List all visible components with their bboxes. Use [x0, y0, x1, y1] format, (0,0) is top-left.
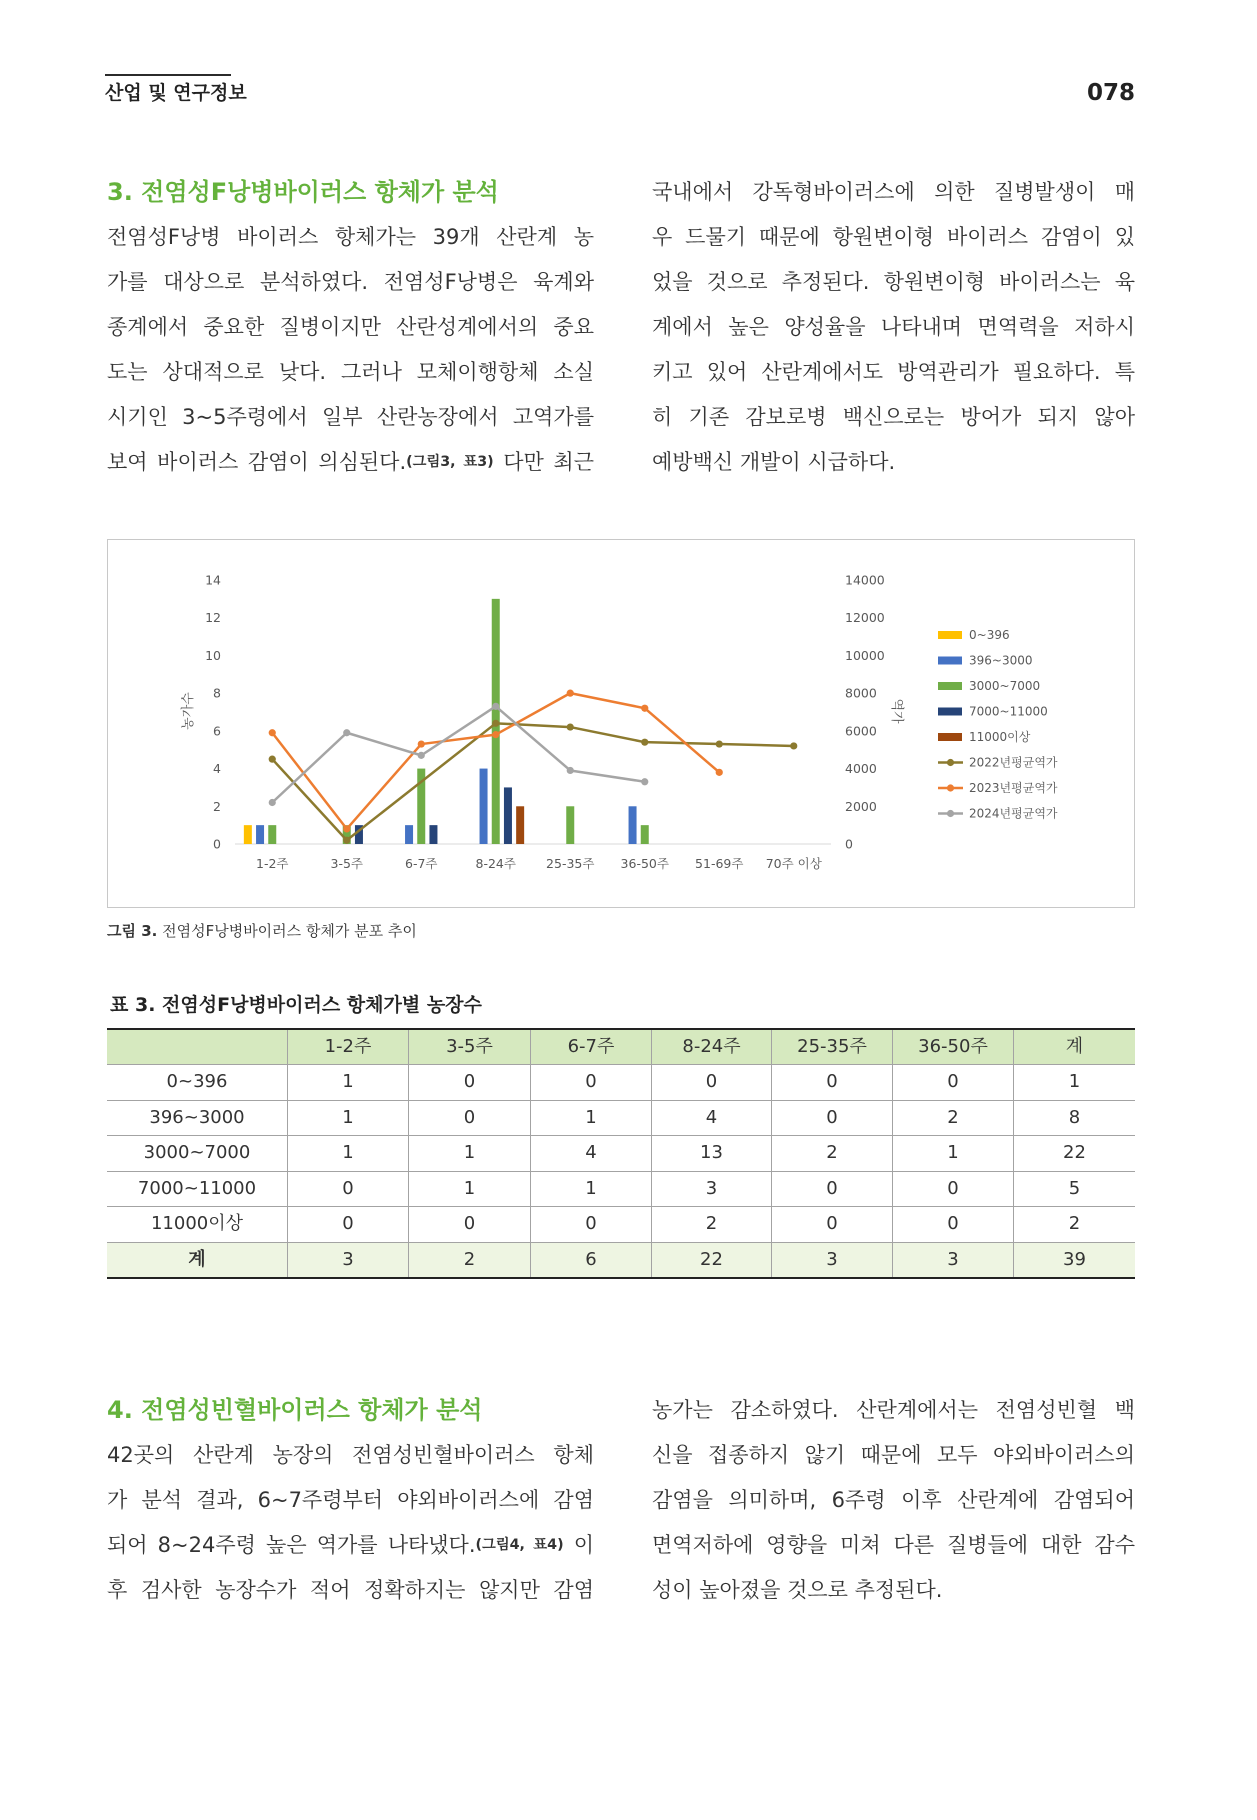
table-cell: 2 — [652, 1207, 772, 1243]
y2-tick-label: 6000 — [845, 723, 877, 739]
y2-tick-label: 10000 — [845, 647, 885, 663]
line-marker — [269, 729, 276, 736]
total-cell: 3 — [288, 1242, 409, 1278]
bar-series-2 — [480, 769, 488, 844]
table-row — [107, 1136, 1135, 1172]
y-tick-label: 14 — [205, 572, 221, 588]
y2-tick-label: 2000 — [845, 798, 877, 814]
bar-series-4 — [429, 825, 437, 844]
row-label: 3000~7000 — [107, 1136, 288, 1172]
table-cell: 13 — [652, 1136, 772, 1172]
line-marker — [343, 837, 350, 844]
y2-tick-label: 8000 — [845, 685, 877, 701]
table-cell: 0 — [288, 1171, 409, 1207]
line-marker — [492, 720, 499, 727]
line-marker — [567, 690, 574, 697]
page-number: 078 — [1086, 80, 1135, 106]
x-tick-label: 3-5주 — [330, 856, 363, 871]
row-label: 7000~11000 — [107, 1171, 288, 1207]
body-text-line: 가 분석 결과, 6~7주령부터 야외바이러스에 감염 — [107, 1488, 594, 1512]
table-cell: 0 — [531, 1065, 652, 1101]
legend-label: 0~396 — [969, 628, 1010, 643]
table-cell: 0 — [652, 1065, 772, 1101]
table-cell: 1 — [288, 1136, 409, 1172]
table-cell: 2 — [772, 1136, 893, 1172]
y2-tick-label: 12000 — [845, 610, 885, 626]
legend-marker — [947, 759, 954, 766]
body-text-line: 면역저하에 영향을 미쳐 다른 질병들에 대한 감수 — [652, 1533, 1135, 1557]
total-cell: 22 — [652, 1242, 772, 1278]
table-cell: 8 — [1014, 1100, 1136, 1136]
body-text-line: 전염성F낭병 바이러스 항체가는 39개 산란계 농 — [107, 225, 594, 249]
bar-series-2 — [405, 825, 413, 844]
legend-label: 7000~11000 — [969, 704, 1048, 719]
y-tick-label: 2 — [213, 798, 221, 814]
table-cell: 0 — [893, 1171, 1014, 1207]
body-text-line: 히 기존 감보로병 백신으로는 방어가 되지 않아 — [652, 405, 1135, 429]
row-label: 0~396 — [107, 1065, 288, 1101]
table-row — [107, 1100, 1135, 1136]
legend-swatch — [938, 657, 962, 665]
line-marker — [790, 742, 797, 749]
table-cell: 0 — [409, 1100, 531, 1136]
table3 — [107, 1028, 1135, 1279]
line-marker — [343, 729, 350, 736]
table-cell: 2 — [1014, 1207, 1136, 1243]
total-cell: 2 — [409, 1242, 531, 1278]
section3-right-column — [652, 170, 1135, 485]
bar-series-3 — [641, 825, 649, 844]
body-text-line: 종계에서 중요한 질병이지만 산란성계에서의 중요 — [107, 315, 594, 339]
table-cell: 1 — [531, 1171, 652, 1207]
body-text-line: 시기인 3~5주령에서 일부 산란농장에서 고역가를 — [107, 405, 594, 429]
table-cell: 4 — [531, 1136, 652, 1172]
figure-caption-text: 전염성F낭병바이러스 항체가 분포 추이 — [157, 922, 417, 940]
table-cell: 1 — [288, 1065, 409, 1101]
column-header: 1-2주 — [288, 1029, 409, 1065]
x-tick-label: 6-7주 — [405, 856, 438, 871]
table-row — [107, 1207, 1135, 1243]
table-cell: 0 — [772, 1207, 893, 1243]
figure-table-reference: (그림3, 표3) — [406, 454, 494, 471]
table-cell: 0 — [893, 1065, 1014, 1101]
body-text-line: 국내에서 강독형바이러스에 의한 질병발생이 매 — [652, 180, 1135, 204]
body-text-line: 후 검사한 농장수가 적어 정확하지는 않지만 감염 — [107, 1578, 594, 1602]
line-marker — [492, 703, 499, 710]
legend-label: 2024년평균역가 — [969, 806, 1058, 821]
body-text: 다만 최근 — [493, 450, 594, 474]
line-marker — [492, 731, 499, 738]
y-tick-label: 4 — [213, 761, 221, 777]
line-marker — [269, 756, 276, 763]
y2-tick-label: 4000 — [845, 761, 877, 777]
body-text-line: 성이 높아졌을 것으로 추정된다. — [652, 1578, 943, 1602]
figure-caption — [107, 920, 417, 942]
line-series-3 — [272, 706, 645, 802]
bar-series-3 — [268, 825, 276, 844]
x-tick-label: 1-2주 — [256, 856, 289, 871]
legend-swatch — [938, 682, 962, 690]
line-marker — [716, 740, 723, 747]
legend-label: 2023년평균역가 — [969, 781, 1058, 796]
body-text-line: 감염을 의미하며, 6주령 이후 산란계에 감염되어 — [652, 1488, 1135, 1512]
y-tick-label: 6 — [213, 723, 221, 739]
legend-label: 396~3000 — [969, 653, 1033, 668]
column-header: 36-50주 — [893, 1029, 1014, 1065]
line-marker — [716, 769, 723, 776]
figure3-chart — [108, 540, 1134, 907]
table-cell: 0 — [531, 1207, 652, 1243]
table-cell: 2 — [893, 1100, 1014, 1136]
y-axis-title: 농가수 — [181, 692, 196, 730]
table-title: 표 3. 전염성F낭병바이러스 항체가별 농장수 — [110, 994, 482, 1016]
column-header: 3-5주 — [409, 1029, 531, 1065]
y2-axis-title: 역가 — [889, 698, 904, 724]
line-marker — [343, 825, 350, 832]
body-text-line: 었을 것으로 추정된다. 항원변이형 바이러스는 육 — [652, 270, 1135, 294]
body-text-line — [107, 1523, 594, 1568]
section3-left-column — [107, 170, 594, 485]
line-marker — [641, 705, 648, 712]
y2-tick-label: 14000 — [845, 572, 885, 588]
legend-swatch — [938, 708, 962, 716]
y-tick-label: 0 — [213, 836, 221, 852]
table-cell: 1 — [409, 1171, 531, 1207]
line-marker — [641, 778, 648, 785]
table-cell: 0 — [772, 1171, 893, 1207]
figure-table-reference: (그림4, 표4) — [475, 1537, 564, 1554]
x-tick-label: 36-50주 — [620, 856, 669, 871]
body-text-line: 우 드물기 때문에 항원변이형 바이러스 감염이 있 — [652, 225, 1135, 249]
legend-label: 2022년평균역가 — [969, 755, 1058, 770]
table-cell: 0 — [409, 1065, 531, 1101]
body-text: 보여 바이러스 감염이 의심된다. — [107, 450, 407, 474]
legend-label: 11000이상 — [969, 730, 1031, 745]
body-text-line: 도는 상대적으로 낮다. 그러나 모체이행항체 소실 — [107, 360, 594, 384]
column-header-corner — [107, 1029, 288, 1065]
column-header: 8-24주 — [652, 1029, 772, 1065]
table-cell: 22 — [1014, 1136, 1136, 1172]
section-heading: 3. 전염성F낭병바이러스 항체가 분석 — [107, 178, 499, 206]
body-text-line: 키고 있어 산란계에서도 방역관리가 필요하다. 특 — [652, 360, 1135, 384]
bar-series-4 — [504, 787, 512, 844]
total-row-label: 계 — [107, 1242, 288, 1278]
table-cell: 1 — [288, 1100, 409, 1136]
body-text-line: 42곳의 산란계 농장의 전염성빈혈바이러스 항체 — [107, 1443, 594, 1467]
table-cell: 1 — [893, 1136, 1014, 1172]
column-header: 6-7주 — [531, 1029, 652, 1065]
total-cell: 3 — [893, 1242, 1014, 1278]
column-header: 25-35주 — [772, 1029, 893, 1065]
total-cell: 3 — [772, 1242, 893, 1278]
legend-swatch — [938, 631, 962, 639]
table-cell: 1 — [531, 1100, 652, 1136]
body-text-line: 예방백신 개발이 시급하다. — [652, 450, 896, 474]
table-cell: 0 — [409, 1207, 531, 1243]
figure-caption-label: 그림 3. — [107, 922, 158, 940]
body-text-line: 계에서 높은 양성율을 나타내며 면역력을 저하시 — [652, 315, 1135, 339]
table-header-row — [107, 1029, 1135, 1065]
table-cell: 3 — [652, 1171, 772, 1207]
body-text: 이 — [563, 1533, 594, 1557]
body-text: 되어 8~24주령 높은 역가를 나타냈다. — [107, 1533, 476, 1557]
row-label: 11000이상 — [107, 1207, 288, 1243]
total-cell: 6 — [531, 1242, 652, 1278]
line-marker — [567, 767, 574, 774]
header-rule — [105, 74, 231, 76]
table-header — [107, 1029, 1135, 1065]
table-cell: 1 — [409, 1136, 531, 1172]
section-heading: 4. 전염성빈혈바이러스 항체가 분석 — [107, 1396, 483, 1424]
bar-series-1 — [244, 825, 252, 844]
x-tick-label: 51-69주 — [695, 856, 744, 871]
table-row — [107, 1171, 1135, 1207]
table-total-row — [107, 1242, 1135, 1278]
line-series-1 — [272, 723, 794, 840]
table-cell: 0 — [893, 1207, 1014, 1243]
bar-series-5 — [516, 806, 524, 844]
section4-right-column — [652, 1388, 1135, 1613]
table-cell: 0 — [772, 1065, 893, 1101]
x-tick-label: 8-24주 — [475, 856, 516, 871]
bar-series-2 — [256, 825, 264, 844]
table-row — [107, 1065, 1135, 1101]
legend-label: 3000~7000 — [969, 679, 1041, 694]
body-text-line: 농가는 감소하였다. 산란계에서는 전염성빈혈 백 — [652, 1398, 1135, 1422]
table-body — [107, 1065, 1135, 1278]
y-tick-label: 10 — [205, 647, 221, 663]
legend-marker — [947, 810, 954, 817]
legend-marker — [947, 784, 954, 791]
body-text-line: 가를 대상으로 분석하였다. 전염성F낭병은 육계와 — [107, 270, 594, 294]
y2-tick-label: 0 — [845, 836, 853, 852]
table-cell: 1 — [1014, 1065, 1136, 1101]
table-cell: 0 — [772, 1100, 893, 1136]
table-cell: 0 — [288, 1207, 409, 1243]
line-marker — [567, 723, 574, 730]
y-tick-label: 8 — [213, 685, 221, 701]
body-text-line: 신을 접종하지 않기 때문에 모두 야외바이러스의 — [652, 1443, 1135, 1467]
bar-series-3 — [566, 806, 574, 844]
x-tick-label: 70주 이상 — [765, 856, 822, 871]
body-text-line — [107, 440, 594, 485]
line-marker — [418, 740, 425, 747]
bar-series-2 — [629, 806, 637, 844]
figure3-chart-frame — [107, 539, 1135, 908]
running-header-section: 산업 및 연구정보 — [105, 82, 247, 104]
table-cell: 4 — [652, 1100, 772, 1136]
section4-left-column — [107, 1388, 594, 1613]
x-tick-label: 25-35주 — [546, 856, 595, 871]
row-label: 396~3000 — [107, 1100, 288, 1136]
line-marker — [269, 799, 276, 806]
column-header: 계 — [1014, 1029, 1136, 1065]
table-cell: 5 — [1014, 1171, 1136, 1207]
total-cell: 39 — [1014, 1242, 1136, 1278]
line-marker — [641, 739, 648, 746]
legend-swatch — [938, 733, 962, 741]
y-tick-label: 12 — [205, 610, 221, 626]
line-marker — [418, 752, 425, 759]
